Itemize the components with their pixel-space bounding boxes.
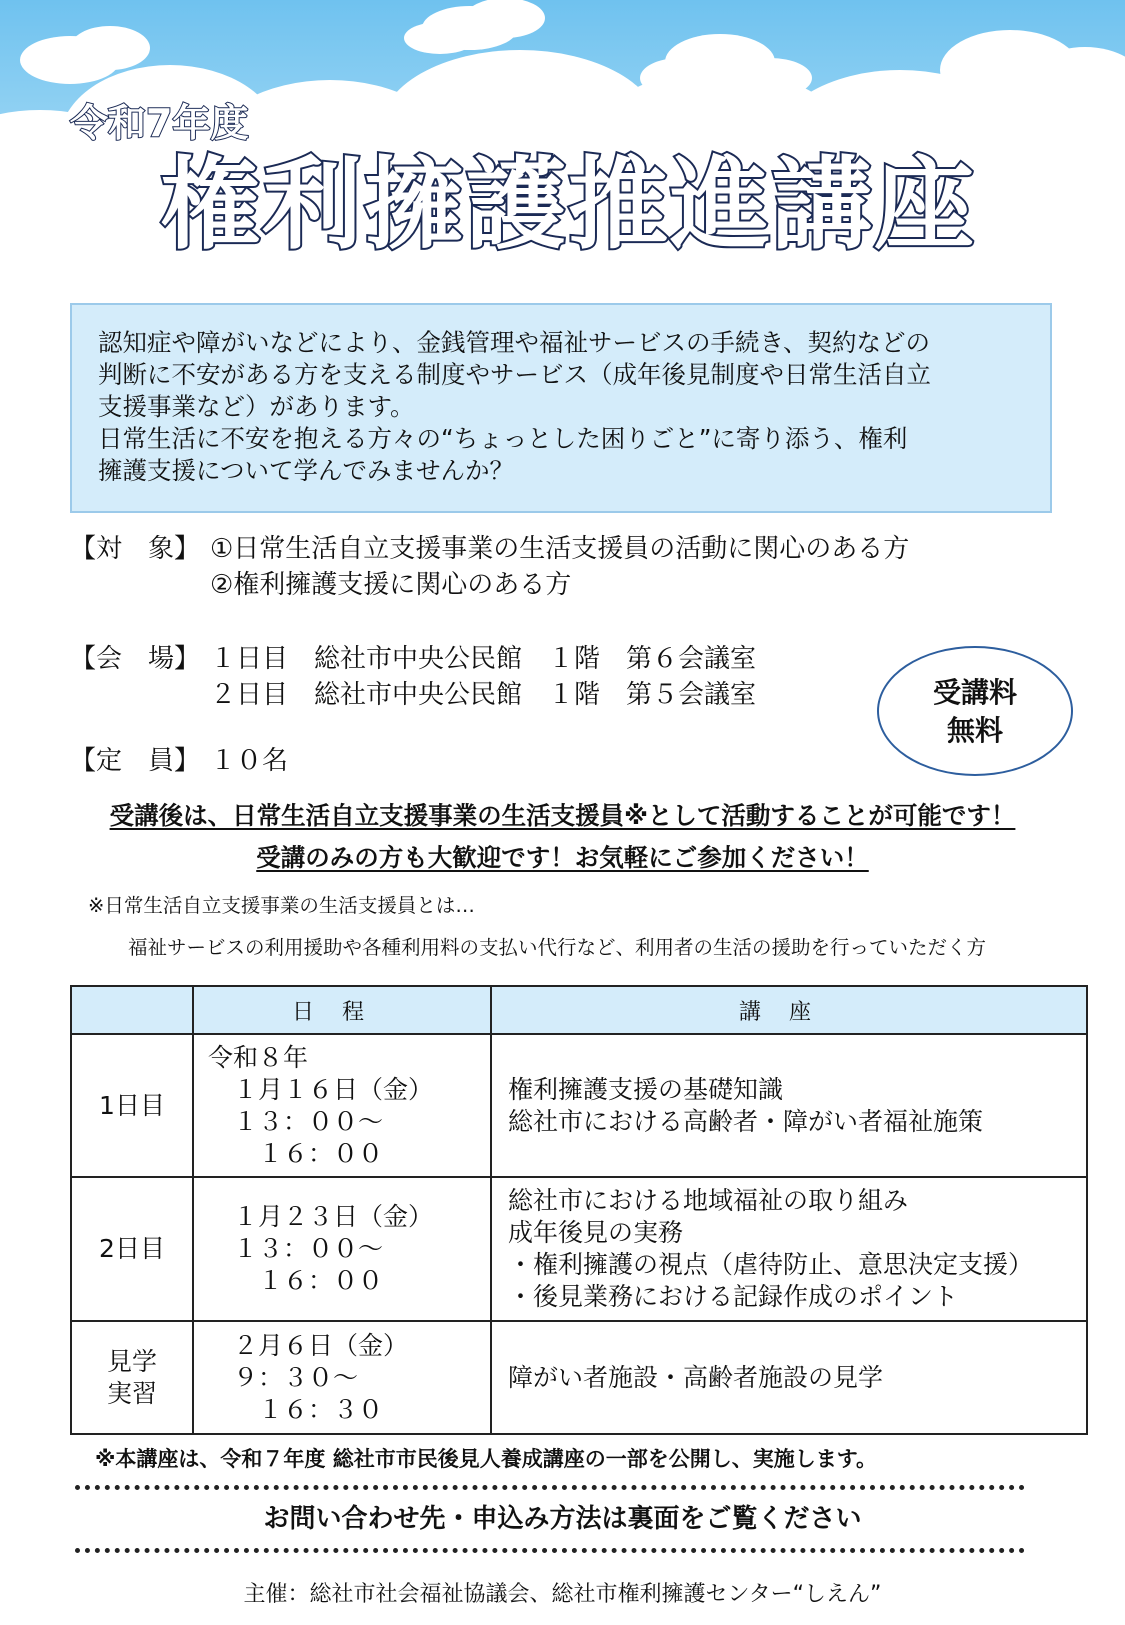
capacity-label: 【定 員】 bbox=[70, 746, 201, 776]
table-row bbox=[71, 1321, 1087, 1434]
intro-box bbox=[70, 303, 1052, 513]
header-schedule: 日程 bbox=[193, 986, 491, 1034]
free-fee-badge bbox=[877, 646, 1073, 776]
intro-line: 認知症や障がいなどにより、金銭管理や福祉サービスの手続き、契約などの bbox=[98, 328, 931, 357]
row-day: 2日目 bbox=[71, 1177, 193, 1321]
target-line-1: ①日常生活自立支援事業の生活支援員の活動に関心のある方 bbox=[210, 534, 910, 564]
intro-line: 日常生活に不安を抱える方々の“ちょっとした困りごと”に寄り添う、権利 bbox=[98, 424, 908, 453]
row-date: １月２３日（金） １３：００～ １６：００ bbox=[193, 1177, 491, 1321]
row-lecture: 総社市における地域福祉の取り組み 成年後見の実務 ・権利擁護の視点（虐待防止、意思決定支援） ・後見業務における記録作成のポイント bbox=[491, 1177, 1087, 1321]
row-date: 令和８年 １月１６日（金） １３：００～ １６：００ bbox=[193, 1034, 491, 1177]
row-lecture: 障がい者施設・高齢者施設の見学 bbox=[491, 1321, 1087, 1434]
target-label: 【対 象】 bbox=[70, 534, 201, 564]
capacity-value: １０名 bbox=[210, 746, 289, 776]
note-body: 福祉サービスの利用援助や各種利用料の支払い代行など、利用者の生活の援助を行っていただく方 bbox=[128, 936, 987, 959]
emphasis-line-2: 受講のみの方も大歓迎です！お気軽にご参加ください！ bbox=[256, 843, 869, 872]
note-title: ※日常生活自立支援事業の生活支援員とは… bbox=[88, 894, 475, 917]
target-line-2: ②権利擁護支援に関心のある方 bbox=[210, 570, 572, 600]
table-row bbox=[71, 1034, 1087, 1177]
intro-line: 支援事業など）があります。 bbox=[98, 392, 415, 421]
schedule-header-row bbox=[71, 986, 1087, 1034]
organizer-line: 主催：総社市社会福祉協議会、総社市権利擁護センター“しえん” bbox=[243, 1582, 882, 1607]
fee-badge-line-1: 受講料 bbox=[932, 676, 1017, 709]
venue-line-2: ２日目 総社市中央公民館 １階 第５会議室 bbox=[210, 680, 757, 710]
emphasis-line-1: 受講後は、日常生活自立支援事業の生活支援員※として活動することが可能です！ bbox=[109, 801, 1016, 830]
venue-line-1: １日目 総社市中央公民館 １階 第６会議室 bbox=[210, 644, 757, 674]
row-day: 見学 実習 bbox=[71, 1321, 193, 1434]
intro-line: 擁護支援について学んでみませんか？ bbox=[98, 456, 515, 485]
schedule-table bbox=[70, 985, 1088, 1435]
dotted-divider-bottom bbox=[75, 1548, 1025, 1553]
row-lecture: 権利擁護支援の基礎知識 総社市における高齢者・障がい者福祉施策 bbox=[491, 1034, 1087, 1177]
row-date: ２月６日（金） ９：３０～ １６：３０ bbox=[193, 1321, 491, 1434]
table-row bbox=[71, 1177, 1087, 1321]
course-footnote: ※本講座は、令和７年度 総社市市民後見人養成講座の一部を公開し、実施します。 bbox=[95, 1447, 878, 1471]
contact-notice: お問い合わせ先・申込み方法は裏面をご覧ください bbox=[263, 1504, 862, 1534]
dotted-divider-top bbox=[75, 1485, 1025, 1490]
header-lecture: 講座 bbox=[491, 986, 1087, 1034]
intro-line: 判断に不安がある方を支える制度やサービス（成年後見制度や日常生活自立 bbox=[98, 360, 931, 389]
header-blank bbox=[71, 986, 193, 1034]
fee-badge-line-2: 無料 bbox=[946, 714, 1003, 747]
venue-label: 【会 場】 bbox=[70, 644, 201, 674]
row-day: 1日目 bbox=[71, 1034, 193, 1177]
page-title: 権利擁護推進講座 bbox=[160, 146, 976, 263]
fiscal-year-label: 令和7年度 bbox=[70, 101, 249, 145]
